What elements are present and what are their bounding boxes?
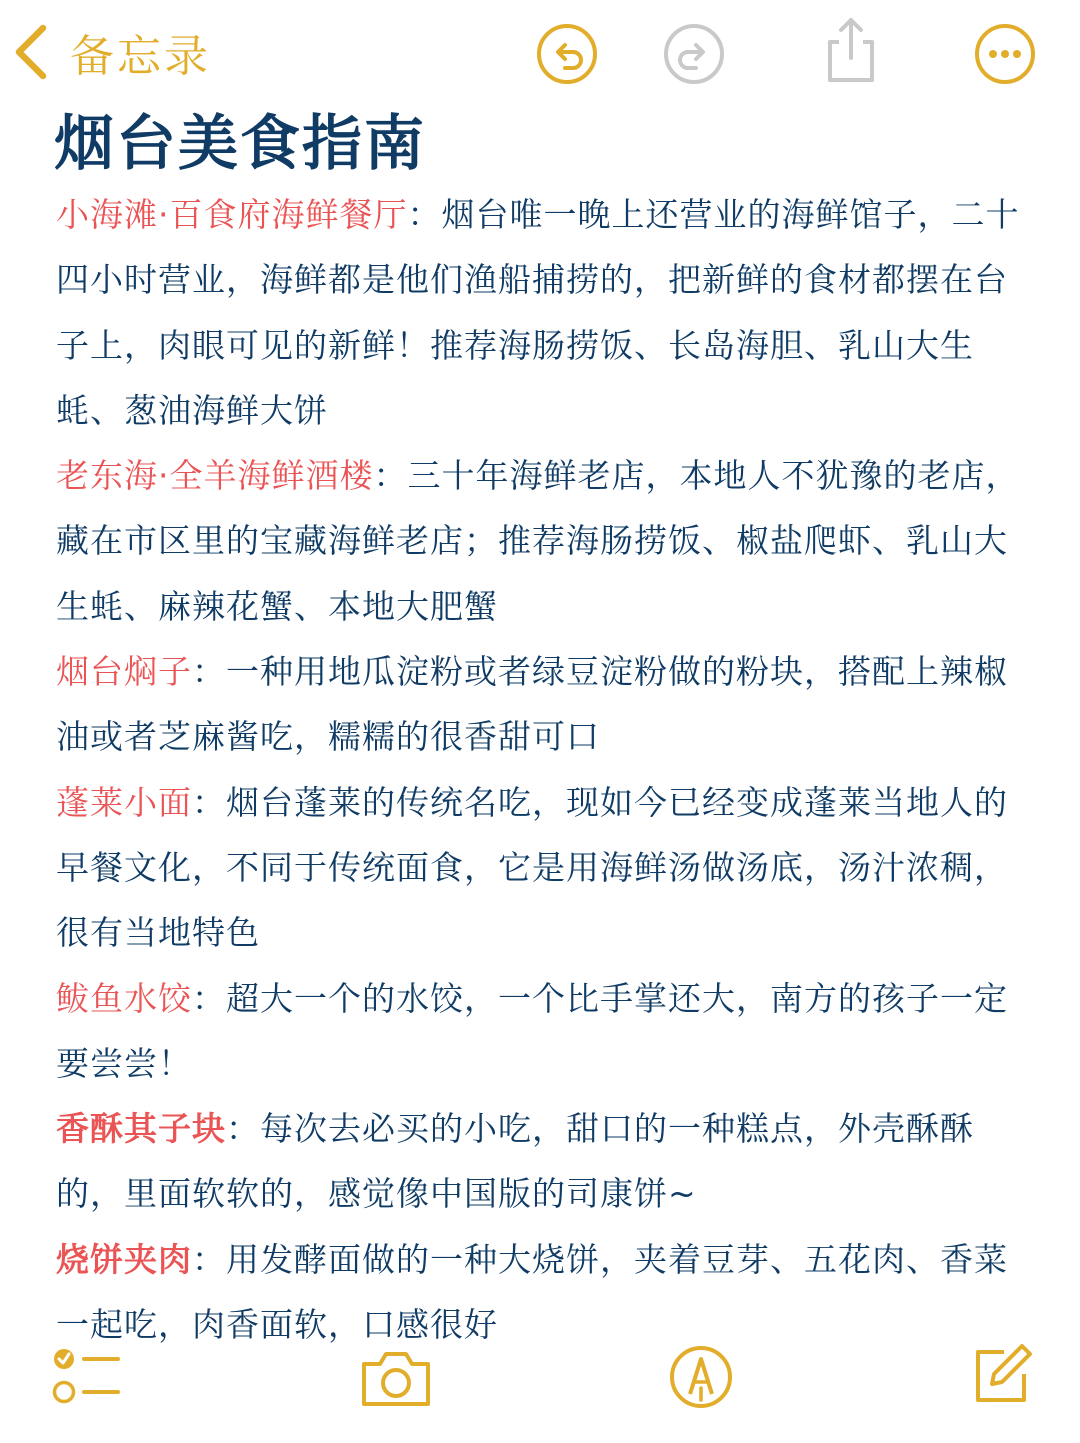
entry-description: 一种用地瓜淀粉或者绿豆淀粉做的粉块，搭配上辣椒油或者芝麻酱吃，糯糯的很香甜可口: [56, 652, 1008, 757]
note-entry: [56, 182, 1031, 443]
compose-icon: [970, 1342, 1034, 1406]
note-body[interactable]: [56, 182, 1031, 1357]
entry-description: 超大一个的水饺，一个比手掌还大，南方的孩子一定要尝尝！: [56, 978, 1008, 1083]
entry-description: 三十年海鲜老店，本地人不犹豫的老店，藏在市区里的宝藏海鲜老店；推荐海肠捞饭、椒盐爬虾、乳山大生蚝、麻辣花蟹、本地大肥蟹: [56, 456, 1020, 626]
entry-name: 小海滩·百食府海鲜餐厅: [56, 195, 408, 234]
checklist-button[interactable]: [52, 1344, 122, 1408]
camera-button[interactable]: [358, 1346, 434, 1410]
entry-description: 用发酵面做的一种大烧饼，夹着豆芽、五花肉、香菜一起吃，肉香面软，口感很好: [56, 1239, 1008, 1345]
redo-icon: [662, 22, 726, 86]
entry-separator: ：: [226, 1109, 260, 1149]
entry-description: 每次去必买的小吃，甜口的一种糕点，外壳酥酥的，里面软软的，感觉像中国版的司康饼~: [56, 1109, 974, 1214]
entry-name: 老东海·全羊海鲜酒楼: [56, 456, 374, 496]
markup-button[interactable]: [668, 1344, 734, 1410]
more-button[interactable]: [973, 22, 1037, 86]
back-label: 备忘录: [70, 31, 211, 82]
note-entry: [56, 443, 1031, 639]
entry-separator: ：: [407, 195, 442, 234]
entry-name: 烟台焖子: [56, 652, 192, 692]
share-icon: [820, 14, 882, 86]
entry-name: 蓬莱小面: [56, 782, 192, 822]
more-icon: [973, 22, 1037, 86]
undo-button[interactable]: [535, 22, 599, 86]
entry-name: 鲅鱼水饺: [56, 978, 192, 1018]
note-title[interactable]: 烟台美食指南: [54, 109, 426, 179]
checklist-icon: [52, 1344, 122, 1408]
entry-description: 烟台唯一晚上还营业的海鲜馆子，二十四小时营业，海鲜都是他们渔船捕捞的，把新鲜的食材都摆在台子上，肉眼可见的新鲜！推荐海肠捞饭、长岛海胆、乳山大生蚝、葱油海鲜大饼: [56, 195, 1020, 430]
markup-pen-icon: [668, 1344, 734, 1410]
note-entry: [56, 639, 1031, 770]
entry-separator: ：: [192, 978, 226, 1018]
entry-description: 烟台蓬莱的传统名吃，现如今已经变成蓬莱当地人的早餐文化，不同于传统面食，它是用海鲜汤做汤底，汤汁浓稠，很有当地特色: [56, 782, 1008, 953]
entry-separator: ：: [373, 456, 408, 496]
bottom-toolbar: [0, 1336, 1080, 1436]
compose-button[interactable]: [970, 1342, 1034, 1406]
navigation-bar: [0, 0, 1080, 110]
entry-name: 烧饼夹肉: [56, 1239, 192, 1279]
entry-separator: ：: [192, 652, 226, 692]
entry-name: 香酥其子块: [56, 1109, 226, 1149]
undo-icon: [535, 22, 599, 86]
note-entry: [56, 1096, 1031, 1227]
redo-button[interactable]: [662, 22, 726, 86]
camera-icon: [358, 1346, 434, 1410]
back-button[interactable]: [14, 20, 211, 84]
chevron-left-icon: [14, 24, 48, 80]
note-entry: [56, 966, 1031, 1097]
note-entry: [56, 770, 1031, 966]
entry-separator: ：: [192, 1239, 226, 1279]
entry-separator: ：: [192, 782, 226, 822]
share-button[interactable]: [820, 14, 882, 86]
